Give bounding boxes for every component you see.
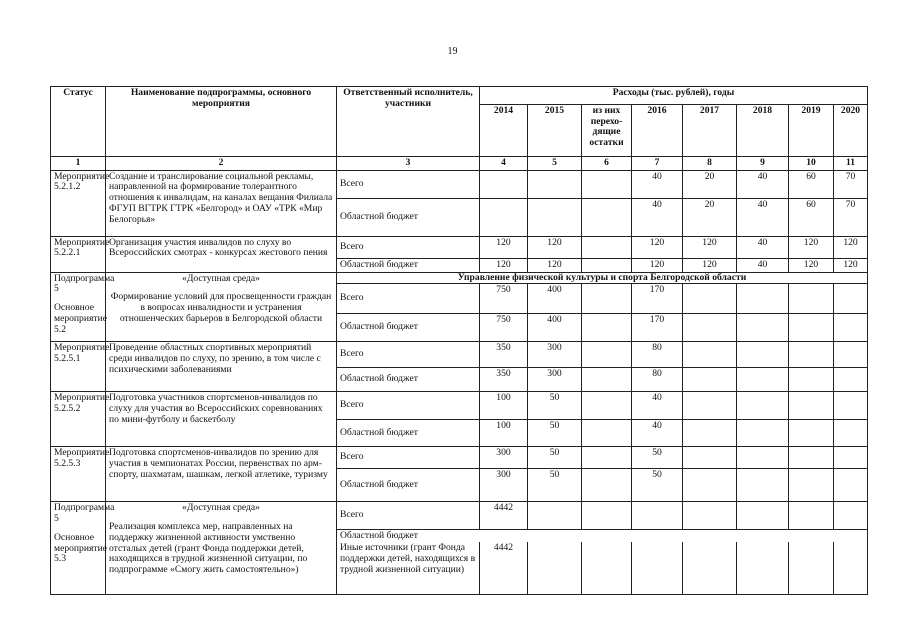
value-cell: 350 [480, 342, 528, 368]
value-cell [528, 170, 582, 198]
value-cell: 120 [632, 236, 683, 258]
value-cell [789, 469, 834, 502]
value-cell: 120 [528, 258, 582, 272]
value-cell [683, 469, 737, 502]
value-cell [789, 314, 834, 342]
value-cell: 80 [632, 368, 683, 392]
column-number: 3 [337, 157, 480, 171]
value-cell [528, 502, 582, 530]
header-year: 2016 [632, 105, 683, 157]
value-cell: 4442 [480, 502, 528, 530]
header-year: 2018 [737, 105, 789, 157]
responsible-span: Управление физической культуры и спорта Белгородской области [337, 272, 868, 284]
value-cell [789, 542, 834, 594]
header-year: 2017 [683, 105, 737, 157]
value-cell: 40 [632, 420, 683, 447]
row-name [106, 272, 337, 342]
header-expenses: Расходы (тыс. рублей), годы [480, 87, 868, 105]
value-cell [582, 314, 632, 342]
value-cell: 120 [834, 236, 868, 258]
value-cell: 120 [632, 258, 683, 272]
value-cell [789, 502, 834, 530]
value-cell: 300 [480, 469, 528, 502]
value-cell [789, 342, 834, 368]
value-cell: 20 [683, 198, 737, 236]
status-bottom: Основное мероприятие 5.3 [54, 531, 107, 565]
value-cell: 50 [528, 469, 582, 502]
value-cell [789, 447, 834, 469]
row-responsible: Всего [337, 170, 480, 198]
value-cell [834, 314, 868, 342]
row-responsible: Всего [337, 342, 480, 368]
table-row [51, 502, 868, 530]
column-number: 8 [683, 157, 737, 171]
value-cell: 750 [480, 284, 528, 314]
table-row [51, 392, 868, 420]
row-responsible: Областной бюджет [337, 469, 480, 502]
value-cell: 70 [834, 170, 868, 198]
value-cell: 40 [737, 198, 789, 236]
value-cell: 40 [632, 392, 683, 420]
value-cell [582, 368, 632, 392]
table-row [51, 342, 868, 368]
column-numbers-row [51, 157, 868, 171]
value-cell [683, 342, 737, 368]
value-cell [737, 502, 789, 530]
value-cell [789, 368, 834, 392]
value-cell: 350 [480, 368, 528, 392]
value-cell [632, 502, 683, 530]
status-top: Подпрограмма 5 [54, 272, 115, 295]
header-responsible: Ответственный исполнитель, участники [337, 87, 480, 157]
value-cell [683, 284, 737, 314]
value-cell: 20 [683, 170, 737, 198]
name-top: «Доступная среда» [182, 502, 260, 514]
value-cell [789, 420, 834, 447]
value-cell [528, 198, 582, 236]
value-cell: 400 [528, 314, 582, 342]
value-cell: 170 [632, 314, 683, 342]
row-responsible: Всего [337, 392, 480, 420]
value-cell [737, 342, 789, 368]
row-status: Мероприятие 5.2.5.1 [51, 342, 106, 392]
value-cell [582, 258, 632, 272]
column-number: 10 [789, 157, 834, 171]
name-bottom: Реализация комплекса мер, направленных на поддержку жизненной активности умственно отсталых детей (грант Фонда поддержки детей, находящихся в трудной жизненной ситуации, по подпрограмме «Смогу жить самостоятельно») [109, 521, 308, 576]
value-cell: 50 [528, 420, 582, 447]
value-cell: 400 [528, 284, 582, 314]
value-cell: 40 [737, 170, 789, 198]
value-cell: 50 [528, 447, 582, 469]
value-cell: 40 [632, 198, 683, 236]
row-name [106, 502, 337, 594]
value-cell [480, 170, 528, 198]
value-cell: 300 [528, 368, 582, 392]
row-name: Подготовка спортсменов-инвалидов по зрению для участия в чемпионатах России, первенствах по арм-спорту, шахматам, шашкам, легкой атлетике, туризму [106, 447, 337, 502]
value-cell [683, 542, 737, 594]
value-cell [834, 392, 868, 420]
value-cell [683, 368, 737, 392]
value-cell [737, 314, 789, 342]
name-bottom: Формирование условий для просвещенности граждан в вопросах инвалидности и устранения отношенческих барьеров в Белгородской области [110, 291, 332, 324]
value-cell [582, 198, 632, 236]
value-cell: 120 [683, 236, 737, 258]
row-name: Организация участия инвалидов по слуху во Всероссийских смотрах - конкурсах жестового пения [106, 236, 337, 272]
row-responsible: Областной бюджет [337, 258, 480, 272]
value-cell: 300 [528, 342, 582, 368]
column-number: 9 [737, 157, 789, 171]
column-number: 5 [528, 157, 582, 171]
header-year: из них перехо-дящие остатки [582, 105, 632, 157]
value-cell: 60 [789, 170, 834, 198]
header-row [51, 87, 868, 105]
column-number: 6 [582, 157, 632, 171]
value-cell [737, 542, 789, 594]
value-cell: 120 [480, 236, 528, 258]
table-row [51, 272, 868, 284]
value-cell [582, 392, 632, 420]
column-number: 1 [51, 157, 106, 171]
value-cell: 100 [480, 420, 528, 447]
row-responsible: Иные источники (грант Фонда поддержки детей, находящихся в трудной жизненной ситуации) [337, 542, 480, 594]
value-cell [737, 284, 789, 314]
value-cell [834, 502, 868, 530]
value-cell [683, 392, 737, 420]
row-responsible-merged [337, 530, 868, 542]
row-responsible: Областной бюджет [337, 314, 480, 342]
value-cell [834, 447, 868, 469]
row-status [51, 272, 115, 342]
header-year: 2014 [480, 105, 528, 157]
value-cell [683, 502, 737, 530]
row-status: Мероприятие 5.2.2.1 [51, 236, 106, 272]
value-cell [789, 392, 834, 420]
value-cell: 70 [834, 198, 868, 236]
value-cell: 120 [789, 236, 834, 258]
value-cell [737, 392, 789, 420]
value-cell [582, 236, 632, 258]
value-cell: 60 [789, 198, 834, 236]
value-cell [834, 420, 868, 447]
row-responsible: Областной бюджет [337, 198, 480, 236]
status-top: Подпрограмма 5 [54, 502, 115, 525]
status-bottom: Основное мероприятие 5.2 [54, 302, 107, 335]
header-name: Наименование подпрограммы, основного мероприятия [106, 87, 337, 157]
row-responsible: Всего [337, 447, 480, 469]
value-cell [480, 198, 528, 236]
value-cell: 170 [632, 284, 683, 314]
value-cell: 50 [632, 447, 683, 469]
header-status: Статус [51, 87, 106, 157]
column-number: 11 [834, 157, 868, 171]
value-cell [834, 542, 868, 594]
value-cell [683, 420, 737, 447]
value-cell [737, 447, 789, 469]
value-cell [582, 420, 632, 447]
column-number: 4 [480, 157, 528, 171]
row-responsible: Областной бюджет [340, 530, 418, 542]
value-cell: 120 [683, 258, 737, 272]
page-number: 19 [447, 46, 458, 57]
value-cell [789, 284, 834, 314]
value-cell: 50 [528, 392, 582, 420]
value-cell [582, 447, 632, 469]
value-cell [582, 502, 632, 530]
value-cell: 300 [480, 447, 528, 469]
value-cell [582, 170, 632, 198]
row-name: Подготовка участников спортсменов-инвалидов по слуху для участия во Всероссийских соревнованиях по мини-футболу и баскетболу [106, 392, 337, 447]
row-name: Создание и транслирование социальной рекламы, направленной на формирование толерантного отношения к инвалидам, на каналах вещания Филиала ФГУП ВГТРК ГТРК «Белгород» и ОАУ «ТРК «Мир Белогорья» [106, 170, 337, 236]
value-cell [737, 469, 789, 502]
expenses-table [50, 86, 868, 595]
row-status: Мероприятие 5.2.1.2 [51, 170, 106, 236]
value-cell: 4442 [480, 542, 528, 594]
row-responsible: Всего [337, 284, 480, 314]
value-cell: 80 [632, 342, 683, 368]
value-cell [737, 420, 789, 447]
value-cell [834, 342, 868, 368]
column-number: 2 [106, 157, 337, 171]
row-responsible: Всего [337, 502, 480, 530]
header-year: 2015 [528, 105, 582, 157]
value-cell: 40 [632, 170, 683, 198]
value-cell [683, 314, 737, 342]
value-cell [582, 469, 632, 502]
value-cell [582, 284, 632, 314]
row-responsible: Областной бюджет [337, 420, 480, 447]
value-cell: 100 [480, 392, 528, 420]
column-number: 7 [632, 157, 683, 171]
name-top: «Доступная среда» [182, 272, 260, 284]
table-row [51, 170, 868, 198]
value-cell: 40 [737, 258, 789, 272]
row-name: Проведение областных спортивных мероприятий среди инвалидов по слуху, по зрению, в том числе с психическими заболеваниями [106, 342, 337, 392]
value-cell [737, 368, 789, 392]
value-cell [528, 542, 582, 594]
value-cell: 120 [528, 236, 582, 258]
row-responsible: Всего [337, 236, 480, 258]
value-cell: 750 [480, 314, 528, 342]
value-cell [582, 342, 632, 368]
value-cell: 120 [789, 258, 834, 272]
row-status: Мероприятие 5.2.5.2 [51, 392, 106, 447]
value-cell [834, 284, 868, 314]
value-cell: 120 [480, 258, 528, 272]
value-cell: 50 [632, 469, 683, 502]
header-year: 2020 [834, 105, 868, 157]
row-responsible: Областной бюджет [337, 368, 480, 392]
table-row [51, 447, 868, 469]
row-status [51, 502, 115, 594]
row-status: Мероприятие 5.2.5.3 [51, 447, 106, 502]
value-cell [632, 542, 683, 594]
value-cell: 120 [834, 258, 868, 272]
value-cell [582, 542, 632, 594]
header-year: 2019 [789, 105, 834, 157]
table-row [51, 236, 868, 258]
value-cell: 40 [737, 236, 789, 258]
value-cell [834, 469, 868, 502]
value-cell [834, 368, 868, 392]
value-cell [683, 447, 737, 469]
